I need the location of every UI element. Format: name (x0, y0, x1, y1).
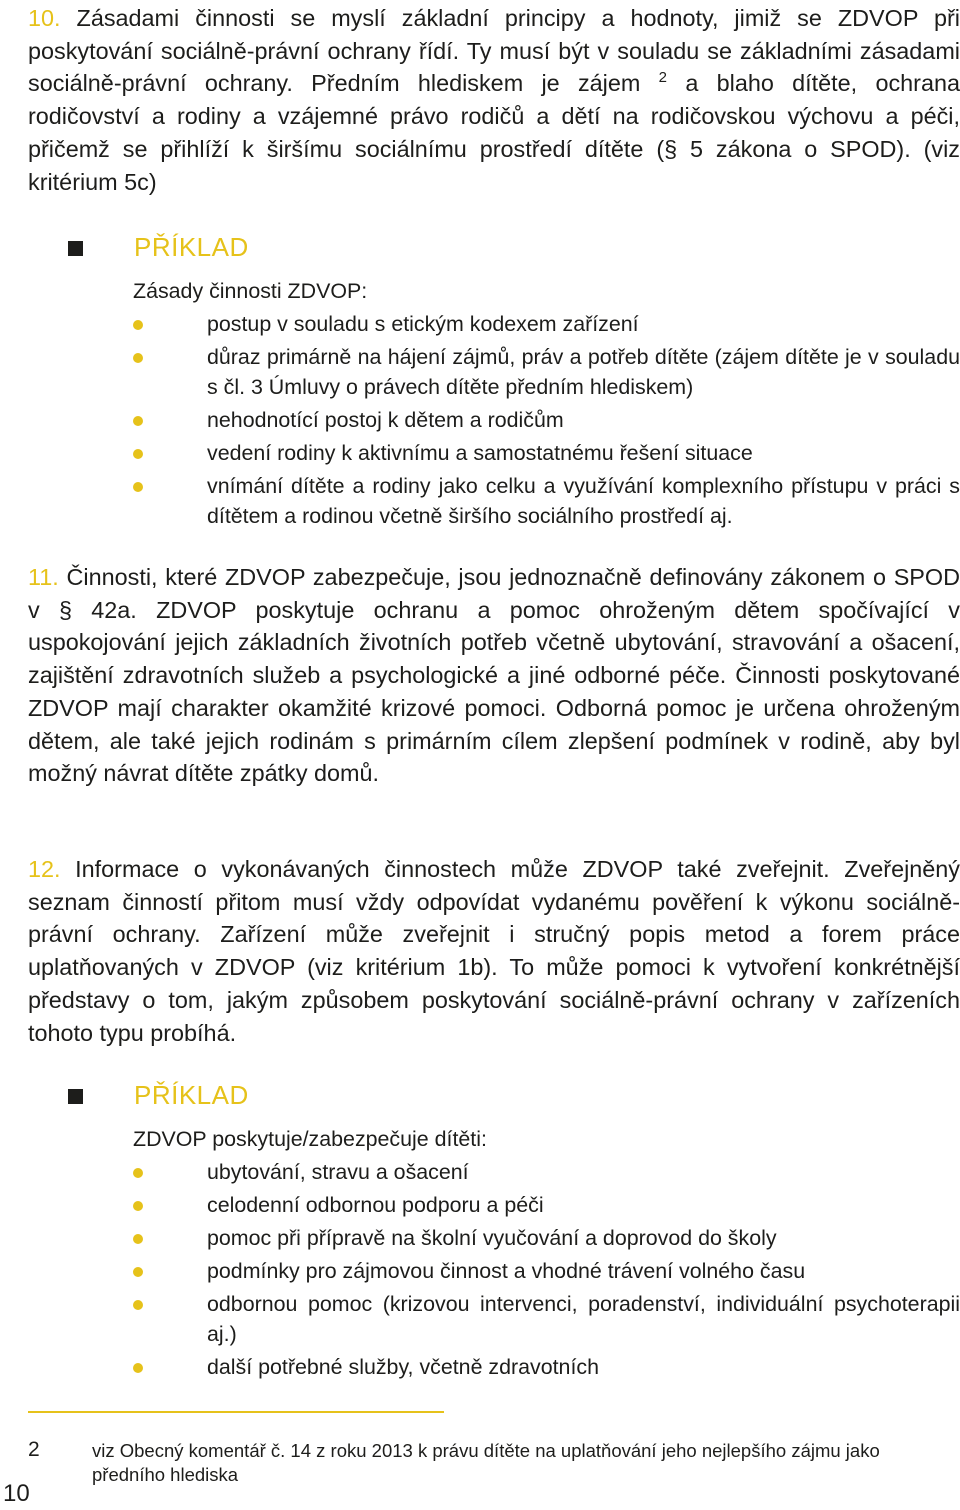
bullet-icon (133, 1201, 143, 1211)
bullet-icon (133, 1234, 143, 1244)
example-title: PŘÍKLAD (134, 232, 249, 262)
paragraph-text: Zásadami činnosti se myslí základní principy a hodnoty, jimiž se ZDVOP při poskytování sociálně-právní ochrany řídí. Ty musí být v souladu se základními zásadami sociálně-právní ochrany. Předním hlediskem je zájem (28, 5, 960, 97)
bullet-icon (133, 320, 143, 330)
list-item: nehodnotící postoj k dětem a rodičům (133, 405, 960, 435)
bullet-icon (133, 416, 143, 426)
list-item: vnímání dítěte a rodiny jako celku a využívání komplexního přístupu v práci s dítětem a rodinou včetně širšího sociálního prostředí aj. (133, 471, 960, 531)
list-item: důraz primárně na hájení zájmů, práv a potřeb dítěte (zájem dítěte je v souladu s čl. 3 Úmluvy o právech dítěte předním hlediskem) (133, 342, 960, 402)
list-item: celodenní odbornou podporu a péči (133, 1190, 960, 1220)
square-bullet-icon (68, 241, 83, 256)
example-list (133, 309, 960, 531)
list-item: ubytování, stravu a ošacení (133, 1157, 960, 1187)
list-item: postup v souladu s etickým kodexem zařízení (133, 309, 960, 339)
paragraph-text: Činnosti, které ZDVOP zabezpečuje, jsou jednoznačně definovány zákonem o SPOD v § 42a. ZDVOP poskytuje ochranu a pomoc ohroženým dětem spočívající v uspokojování jejich základních životních potřeb včetně ubytování, stravování a ošacení, zajištění zdravotních služeb a psychologické a jiné odborné péče. Činnosti poskytované ZDVOP mají charakter okamžité krizové pomoci. Odborná pomoc je určena ohroženým dětem, ale také jejich rodinám s primárním cílem zlepšení podmínek v rodině, aby byl možný návrat dítěte zpátky domů. (28, 564, 960, 787)
bullet-icon (133, 1363, 143, 1373)
bullet-icon (133, 353, 143, 363)
bullet-icon (133, 1300, 143, 1310)
square-bullet-icon (68, 1089, 83, 1104)
bullet-icon (133, 1267, 143, 1277)
footnote-reference[interactable]: 2 (658, 69, 668, 87)
paragraph-11 (28, 561, 960, 790)
example-list (133, 1157, 960, 1382)
paragraph-10 (28, 2, 960, 198)
list-item: podmínky pro zájmovou činnost a vhodné trávení volného času (133, 1256, 960, 1286)
list-item: vedení rodiny k aktivnímu a samostatnému řešení situace (133, 438, 960, 468)
paragraph-text: Informace o vykonávaných činnostech může ZDVOP také zveřejnit. Zveřejněný seznam činností přitom musí vždy odpovídat vydanému pověření k výkonu sociálně-právní ochrany. Zařízení může zveřejnit i stručný popis metod a forem práce uplatňovaných v ZDVOP (viz kritérium 1b). To může pomoci k vytvoření konkrétnější představy o tom, jakým způsobem poskytování sociálně-právní ochrany v zařízeních tohoto typu probíhá. (28, 856, 960, 1046)
example-intro: Zásady činnosti ZDVOP: (133, 279, 368, 303)
example-title: PŘÍKLAD (134, 1080, 249, 1110)
paragraph-number: 11. (28, 564, 59, 590)
page-number: 10 (3, 1480, 30, 1507)
list-item: další potřebné služby, včetně zdravotních (133, 1352, 960, 1382)
paragraph-text-continued: a blaho dítěte, ochrana rodičovství a rodiny a vzájemné právo rodičů a dětí na rodičovskou výchovu a péči, přičemž se přihlíží k širšímu sociálnímu prostředí dítěte (§ 5 zákona o SPOD). (viz kritérium 5c) (28, 70, 960, 195)
bullet-icon (133, 449, 143, 459)
paragraph-number: 12. (28, 856, 61, 882)
list-item: odbornou pomoc (krizovou intervenci, poradenství, individuální psychoterapii aj.) (133, 1289, 960, 1349)
example-intro: ZDVOP poskytuje/zabezpečuje dítěti: (133, 1127, 487, 1151)
bullet-icon (133, 1168, 143, 1178)
footnote-divider (28, 1411, 444, 1413)
footnote-number: 2 (28, 1438, 40, 1461)
list-item: pomoc při přípravě na školní vyučování a doprovod do školy (133, 1223, 960, 1253)
footnote-text: viz Obecný komentář č. 14 z roku 2013 k právu dítěte na uplatňování jeho nejlepšího zájmu jako předního hlediska (92, 1440, 880, 1485)
paragraph-number: 10. (28, 5, 61, 31)
paragraph-12 (28, 853, 960, 1049)
bullet-icon (133, 482, 143, 492)
